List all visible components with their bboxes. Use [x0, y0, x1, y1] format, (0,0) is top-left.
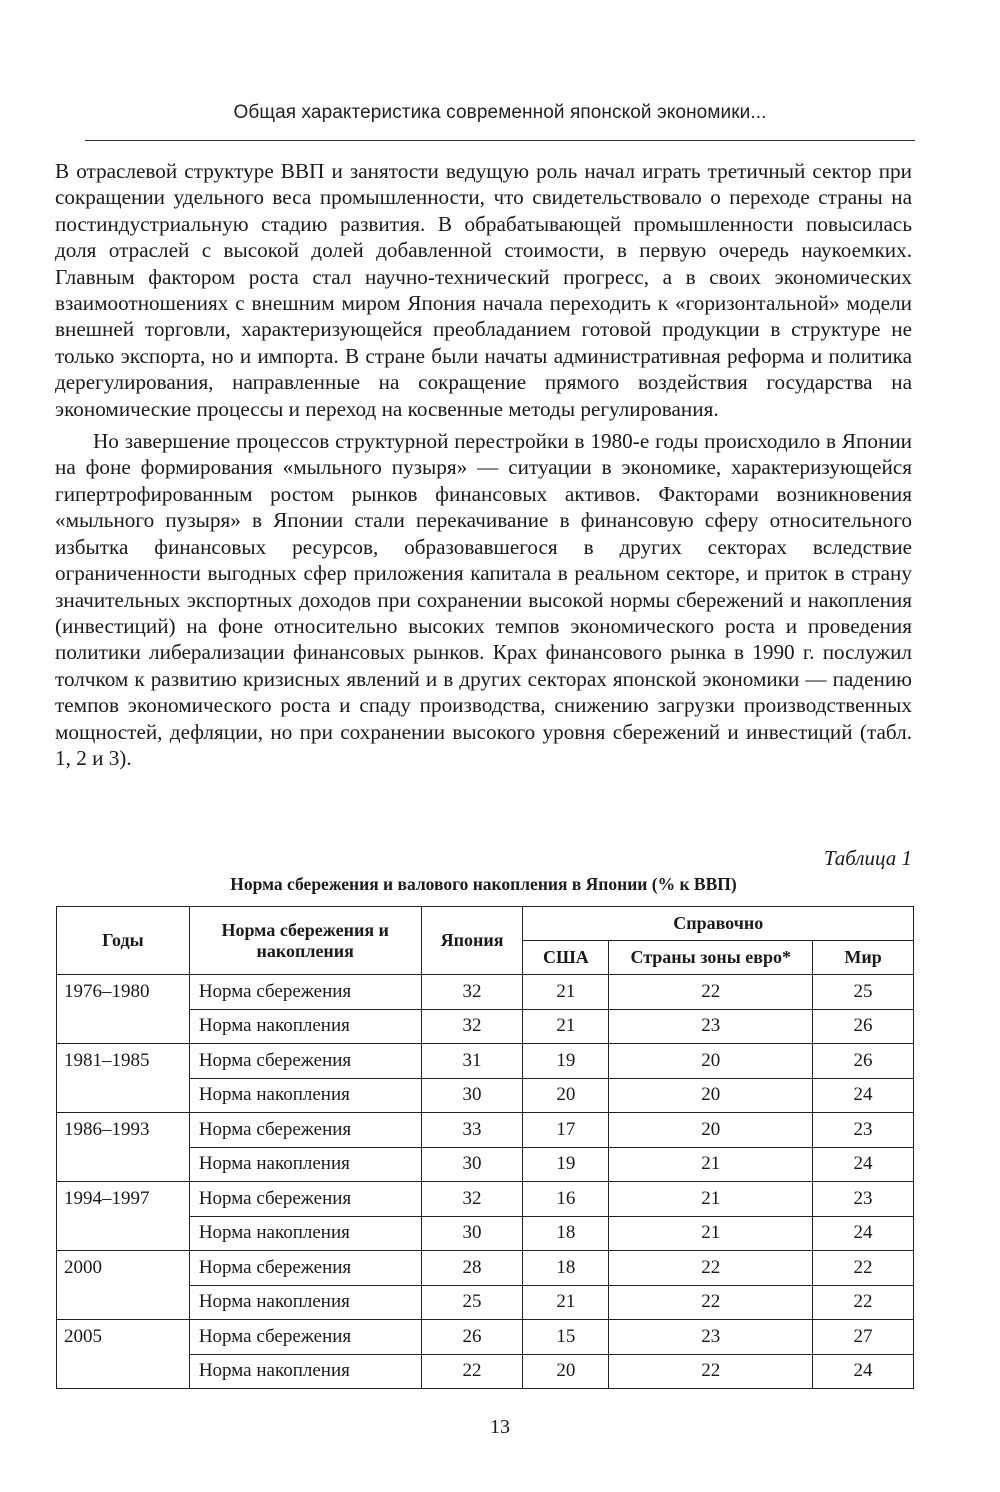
table-row: [57, 1113, 914, 1148]
cell-euro: 20: [609, 1113, 813, 1148]
cell-usa: 18: [523, 1216, 609, 1251]
cell-usa: 17: [523, 1113, 609, 1148]
table-row: [57, 1044, 914, 1079]
header-metric: Норма сбережения и накопления: [189, 907, 421, 975]
cell-euro: 21: [609, 1182, 813, 1217]
cell-japan: 28: [421, 1251, 523, 1286]
header-world: Мир: [813, 941, 914, 975]
cell-euro: 20: [609, 1044, 813, 1079]
savings-table: [56, 906, 914, 1389]
cell-usa: 20: [523, 1354, 609, 1389]
cell-world: 22: [813, 1251, 914, 1286]
header-reference: Справочно: [523, 907, 914, 941]
cell-japan: 33: [421, 1113, 523, 1148]
cell-world: 22: [813, 1285, 914, 1320]
cell-world: 26: [813, 1009, 914, 1044]
cell-period: 1986–1993: [57, 1113, 190, 1182]
cell-world: 24: [813, 1147, 914, 1182]
cell-usa: 16: [523, 1182, 609, 1217]
cell-world: 24: [813, 1354, 914, 1389]
cell-world: 25: [813, 975, 914, 1010]
cell-world: 27: [813, 1320, 914, 1355]
cell-usa: 20: [523, 1078, 609, 1113]
cell-period: 1994–1997: [57, 1182, 190, 1251]
cell-euro: 22: [609, 1251, 813, 1286]
cell-japan: 30: [421, 1078, 523, 1113]
cell-japan: 30: [421, 1147, 523, 1182]
cell-euro: 22: [609, 1285, 813, 1320]
cell-japan: 32: [421, 1009, 523, 1044]
table-row: [57, 1182, 914, 1217]
header-years: Годы: [57, 907, 190, 975]
cell-japan: 32: [421, 975, 523, 1010]
cell-metric: Норма сбережения: [189, 1113, 421, 1148]
cell-metric: Норма сбережения: [189, 1320, 421, 1355]
header-japan: Япония: [421, 907, 523, 975]
cell-euro: 22: [609, 975, 813, 1010]
header-usa: США: [523, 941, 609, 975]
cell-usa: 19: [523, 1147, 609, 1182]
cell-metric: Норма накопления: [189, 1216, 421, 1251]
cell-usa: 21: [523, 975, 609, 1010]
header-euro: Страны зоны евро*: [609, 941, 813, 975]
cell-world: 24: [813, 1078, 914, 1113]
cell-usa: 21: [523, 1009, 609, 1044]
cell-period: 2005: [57, 1320, 190, 1389]
cell-world: 23: [813, 1182, 914, 1217]
cell-metric: Норма накопления: [189, 1147, 421, 1182]
cell-period: 1981–1985: [57, 1044, 190, 1113]
table-row: [57, 1251, 914, 1286]
cell-metric: Норма накопления: [189, 1078, 421, 1113]
cell-japan: 22: [421, 1354, 523, 1389]
running-header: Общая характеристика современной японской экономики...: [233, 102, 767, 123]
table-label: Таблица 1: [823, 846, 912, 870]
table-row: [57, 975, 914, 1010]
cell-japan: 31: [421, 1044, 523, 1079]
cell-world: 24: [813, 1216, 914, 1251]
cell-euro: 23: [609, 1320, 813, 1355]
cell-metric: Норма сбережения: [189, 1251, 421, 1286]
cell-euro: 20: [609, 1078, 813, 1113]
cell-euro: 21: [609, 1147, 813, 1182]
cell-usa: 19: [523, 1044, 609, 1079]
cell-metric: Норма сбережения: [189, 1044, 421, 1079]
table-title: Норма сбережения и валового накопления в Японии (% к ВВП): [230, 874, 737, 894]
cell-usa: 18: [523, 1251, 609, 1286]
cell-metric: Норма накопления: [189, 1009, 421, 1044]
cell-japan: 25: [421, 1285, 523, 1320]
cell-japan: 26: [421, 1320, 523, 1355]
cell-metric: Норма накопления: [189, 1354, 421, 1389]
cell-euro: 22: [609, 1354, 813, 1389]
cell-japan: 32: [421, 1182, 523, 1217]
cell-metric: Норма сбережения: [189, 975, 421, 1010]
body-text: [55, 158, 912, 771]
table-body: [57, 975, 914, 1389]
cell-world: 26: [813, 1044, 914, 1079]
cell-period: 1976–1980: [57, 975, 190, 1044]
cell-euro: 21: [609, 1216, 813, 1251]
cell-metric: Норма накопления: [189, 1285, 421, 1320]
cell-japan: 30: [421, 1216, 523, 1251]
cell-period: 2000: [57, 1251, 190, 1320]
cell-usa: 21: [523, 1285, 609, 1320]
paragraph-1: В отраслевой структуре ВВП и занятости ведущую роль начал играть третичный сектор при сокращении удельного веса промышленности, что свидетельствовало о переходе страны на постиндустриальную стадию развития. В обрабатывающей промышленности повысилась доля отраслей с высокой долей добавленной стоимости, в первую очередь наукоемких. Главным фактором роста стал научно-технический прогресс, а в своих экономических взаимоотношениях с внешним миром Япония начала переходить к «горизонтальной» модели внешней торговли, характеризующейся преобладанием готовой продукции в структуре не только экспорта, но и импорта. В стране были начаты административная реформа и политика дерегулирования, направленные на сокращение прямого воздействия государства на экономические процессы и переход на косвенные методы регулирования.: [55, 159, 912, 421]
table-row: [57, 1320, 914, 1355]
page-number: 13: [490, 1416, 510, 1438]
cell-usa: 15: [523, 1320, 609, 1355]
paragraph-2: Но завершение процессов структурной перестройки в 1980-е годы происходило в Японии на фоне формирования «мыльного пузыря» — ситуации в экономике, характеризующейся гипертрофированным ростом рынков финансовых активов. Факторами возникновения «мыльного пузыря» в Японии стали перекачивание в финансовую сферу относительного избытка финансовых ресурсов, образовавшегося в других секторах вследствие ограниченности выгодных сфер приложения капитала в реальном секторе, и приток в страну значительных экспортных доходов при сохранении высокой нормы сбережений и накопления (инвестиций) на фоне относительно высоких темпов экономического роста и проведения политики либерализации финансовых рынков. Крах финансового рынка в 1990 г. послужил толчком к развитию кризисных явлений и в других секторах японской экономики — падению темпов экономического роста и спаду производства, снижению загрузки производственных мощностей, дефляции, но при сохранении высокого уровня сбережений и инвестиций (табл. 1, 2 и 3).: [55, 429, 912, 770]
cell-world: 23: [813, 1113, 914, 1148]
cell-metric: Норма сбережения: [189, 1182, 421, 1217]
header-rule: [85, 140, 915, 141]
cell-euro: 23: [609, 1009, 813, 1044]
